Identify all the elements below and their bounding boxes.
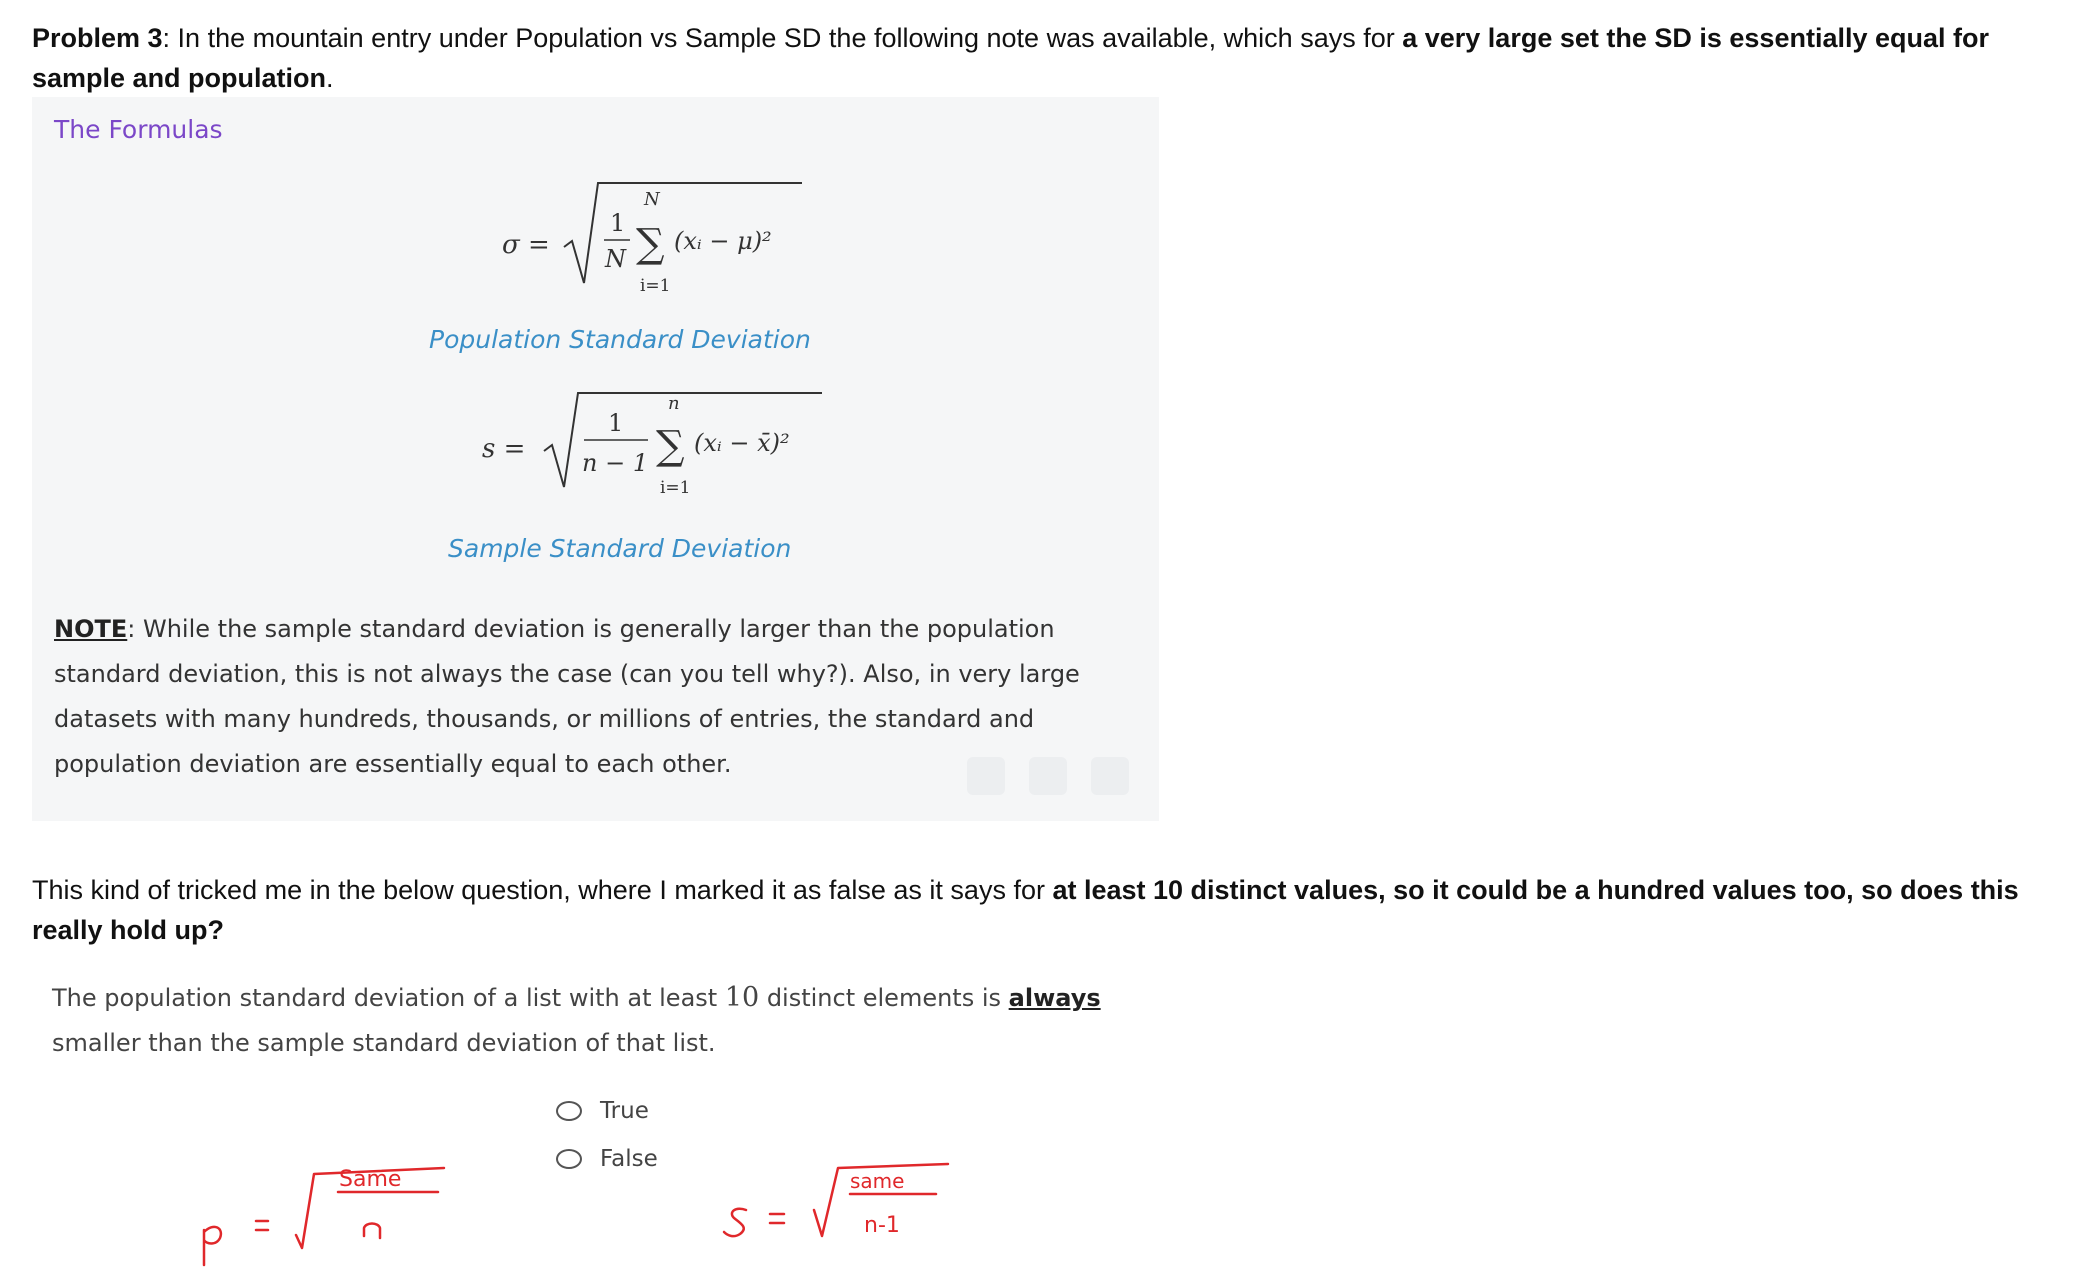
card-title: The Formulas	[54, 115, 223, 144]
ink-n	[364, 1224, 380, 1239]
samp-lhs: s =	[482, 434, 526, 464]
sample-caption: Sample Standard Deviation	[448, 534, 792, 563]
faded-toolbar-icon	[967, 757, 1005, 795]
handwriting-right	[724, 1164, 948, 1236]
pop-denominator: N	[605, 245, 626, 273]
ink-same-right: same	[850, 1169, 905, 1193]
pop-numerator: 1	[610, 209, 626, 237]
population-sd-formula	[452, 177, 852, 317]
samp-term: (xᵢ − x̄)²	[694, 429, 790, 457]
option-false-label: False	[600, 1146, 658, 1172]
ink-n-minus-1: n-1	[864, 1213, 900, 1238]
option-true[interactable]	[556, 1098, 649, 1124]
followup-text	[32, 870, 2072, 950]
note-label: NOTE	[54, 615, 128, 643]
note-text: : While the sample standard deviation is generally larger than the population standard deviation, this is not always the case (can you tell why?). Also, in very large datasets with many hundreds, thousands, or millions of entries, the standard and population deviation are essentially equal to each other.	[54, 615, 1080, 778]
question-text-2: distinct elements is	[759, 984, 1009, 1012]
problem-label: Problem 3	[32, 23, 163, 53]
pop-sigma: ∑	[636, 221, 665, 267]
samp-sum-bottom: i=1	[660, 478, 691, 498]
formulas-card	[32, 97, 1159, 821]
ink-s	[724, 1209, 746, 1236]
handwritten-annotation	[0, 1140, 1100, 1286]
pop-sum-bottom: i=1	[640, 276, 671, 296]
pop-term: (xᵢ − μ)²	[674, 227, 772, 255]
intro-text-1: : In the mountain entry under Population vs Sample SD the following note was available, which says for	[162, 23, 1403, 53]
ink-same-left: Same	[339, 1167, 402, 1192]
samp-numerator: 1	[608, 409, 624, 437]
samp-denominator: n − 1	[582, 449, 649, 477]
ink-equals-left	[256, 1221, 268, 1230]
faded-toolbar-icon	[1029, 757, 1067, 795]
sample-sd-formula	[432, 387, 852, 517]
intro-bold-1: a very large set the SD is essentially equal for sample and population	[32, 23, 1989, 93]
followup-bold-1: at least 10 distinct values, so it could be a hundred values too, so does this really hold up?	[32, 875, 2019, 945]
note-paragraph	[54, 607, 1114, 787]
question-emphasis: always	[1008, 984, 1101, 1012]
question-text-1: The population standard deviation of a list with at least	[52, 984, 725, 1012]
problem-intro-text	[32, 18, 2072, 98]
samp-sigma: ∑	[656, 423, 685, 469]
question-text-3: smaller than the sample standard deviation of that list.	[52, 1029, 716, 1057]
handwriting-left	[204, 1168, 444, 1265]
followup-text-1: This kind of tricked me in the below question, where I marked it as false as it says for	[32, 875, 1053, 905]
samp-sum-top: n	[668, 393, 680, 414]
option-true-label: True	[600, 1098, 649, 1124]
ink-p	[204, 1227, 221, 1265]
population-caption: Population Standard Deviation	[429, 325, 811, 354]
intro-text-2: .	[326, 63, 334, 93]
quiz-question	[52, 975, 1152, 1066]
question-number: 10	[724, 982, 760, 1013]
faded-toolbar-icon	[1091, 757, 1129, 795]
pop-lhs: σ =	[502, 230, 550, 260]
radio-button-true[interactable]	[556, 1101, 582, 1121]
ink-equals-right	[770, 1214, 784, 1223]
pop-sum-top: N	[644, 189, 660, 210]
